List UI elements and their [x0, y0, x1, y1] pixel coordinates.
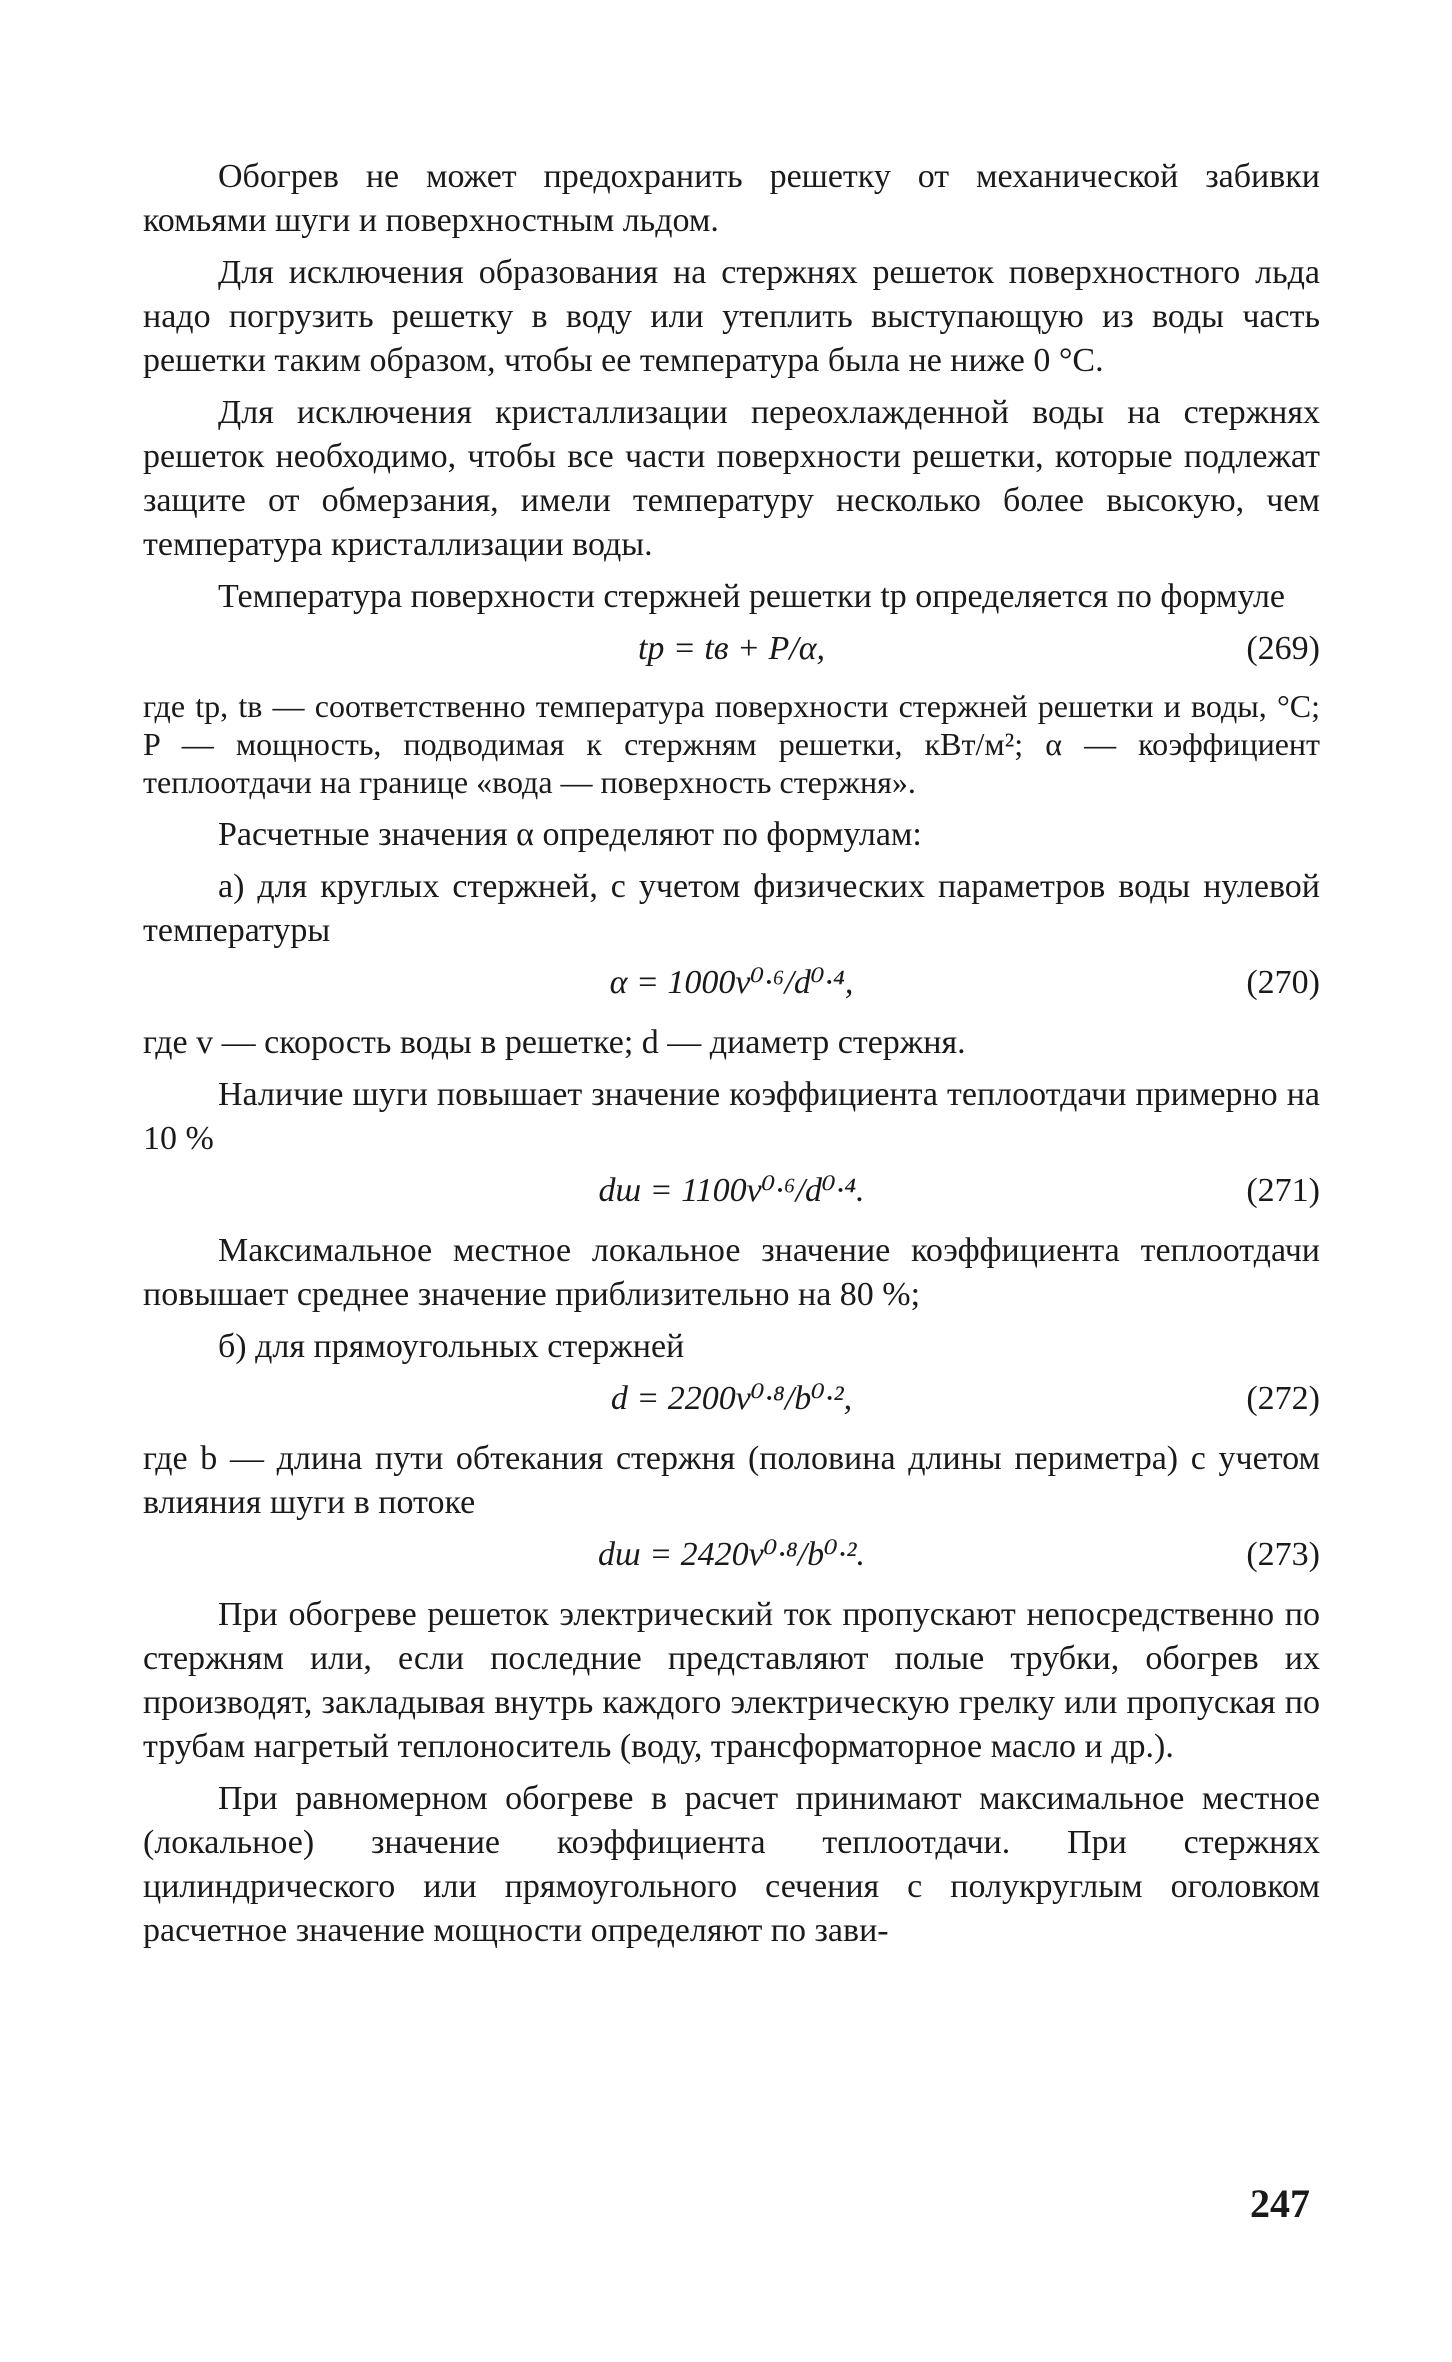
- formula-273-expression: dш = 2420v⁰·⁸/b⁰·².: [598, 1536, 865, 1573]
- paragraph-12: где b — длина пути обтекания стержня (половина длины периметра) с учетом влияния шуги в потоке: [143, 1440, 1320, 1521]
- formula-271-expression: dш = 1100v⁰·⁶/d⁰·⁴.: [598, 1172, 865, 1209]
- formula-272-number: (272): [1246, 1380, 1320, 1417]
- formula-271-number: (271): [1246, 1172, 1320, 1209]
- formula-269-expression: tр = tв + P/α,: [637, 630, 826, 667]
- page-body: [143, 155, 1320, 1961]
- formula-271: [143, 1169, 1320, 1225]
- paragraph-9: Наличие шуги повышает значение коэффициента теплоотдачи примерно на 10 %: [143, 1076, 1320, 1157]
- formula-273-number: (273): [1246, 1536, 1320, 1573]
- paragraph-6: Расчетные значения α определяют по формулам:: [218, 816, 922, 853]
- paragraph-4: Температура поверхности стержней решетки tр определяется по формуле: [218, 578, 1286, 615]
- paragraph-11: б) для прямоугольных стержней: [218, 1328, 685, 1365]
- paragraph-14: При равномерном обогреве в расчет принимают максимальное местное (локальное) значение коэффициента теплоотдачи. При стержнях цилиндрического или прямоугольного сечения с полукруглым оголовком расчетное значение мощности определяют по зави-: [143, 1780, 1320, 1949]
- formula-270-expression: α = 1000v⁰·⁶/d⁰·⁴,: [609, 964, 854, 1001]
- paragraph-13: При обогреве решеток электрический ток пропускают непосредственно по стержням или, если последние представляют полые трубки, обогрев их производят, закладывая внутрь каждого электрическую грелку или пропуская по трубам нагретый теплоноситель (воду, трансформаторное масло и др.).: [143, 1596, 1320, 1765]
- formula-270: [143, 961, 1320, 1017]
- formula-273: [143, 1533, 1320, 1589]
- paragraph-5: где tр, tв — соответственно температура поверхности стержней решетки и воды, °С; P — мощность, подводимая к стержням решетки, кВт/м²; α — коэффициент теплоотдачи на границе «вода — поверхность стержня».: [143, 688, 1320, 800]
- paragraph-8: где v — скорость воды в решетке; d — диаметр стержня.: [143, 1024, 966, 1061]
- formula-272: [143, 1377, 1320, 1433]
- paragraph-2: Для исключения образования на стержнях решеток поверхностного льда надо погрузить решетку в воду или утеплить выступающую из воды часть решетки таким образом, чтобы ее температура была не ниже 0 °С.: [143, 254, 1320, 379]
- formula-270-number: (270): [1246, 964, 1320, 1001]
- paragraph-3: Для исключения кристаллизации переохлажденной воды на стержнях решеток необходимо, чтобы все части поверхности решетки, которые подлежат защите от обмерзания, имели температуру несколько более высокую, чем температура кристаллизации воды.: [143, 394, 1320, 563]
- paragraph-1: Обогрев не может предохранить решетку от механической забивки комьями шуги и поверхностным льдом.: [143, 158, 1320, 239]
- paragraph-7: а) для круглых стержней, с учетом физических параметров воды нулевой температуры: [143, 868, 1320, 949]
- formula-272-expression: d = 2200v⁰·⁸/b⁰·²,: [610, 1380, 853, 1417]
- formula-269: [143, 627, 1320, 683]
- paragraph-10: Максимальное местное локальное значение коэффициента теплоотдачи повышает среднее значение приблизительно на 80 %;: [143, 1232, 1320, 1313]
- page-number: 247: [1250, 2181, 1310, 2226]
- formula-269-number: (269): [1246, 630, 1320, 667]
